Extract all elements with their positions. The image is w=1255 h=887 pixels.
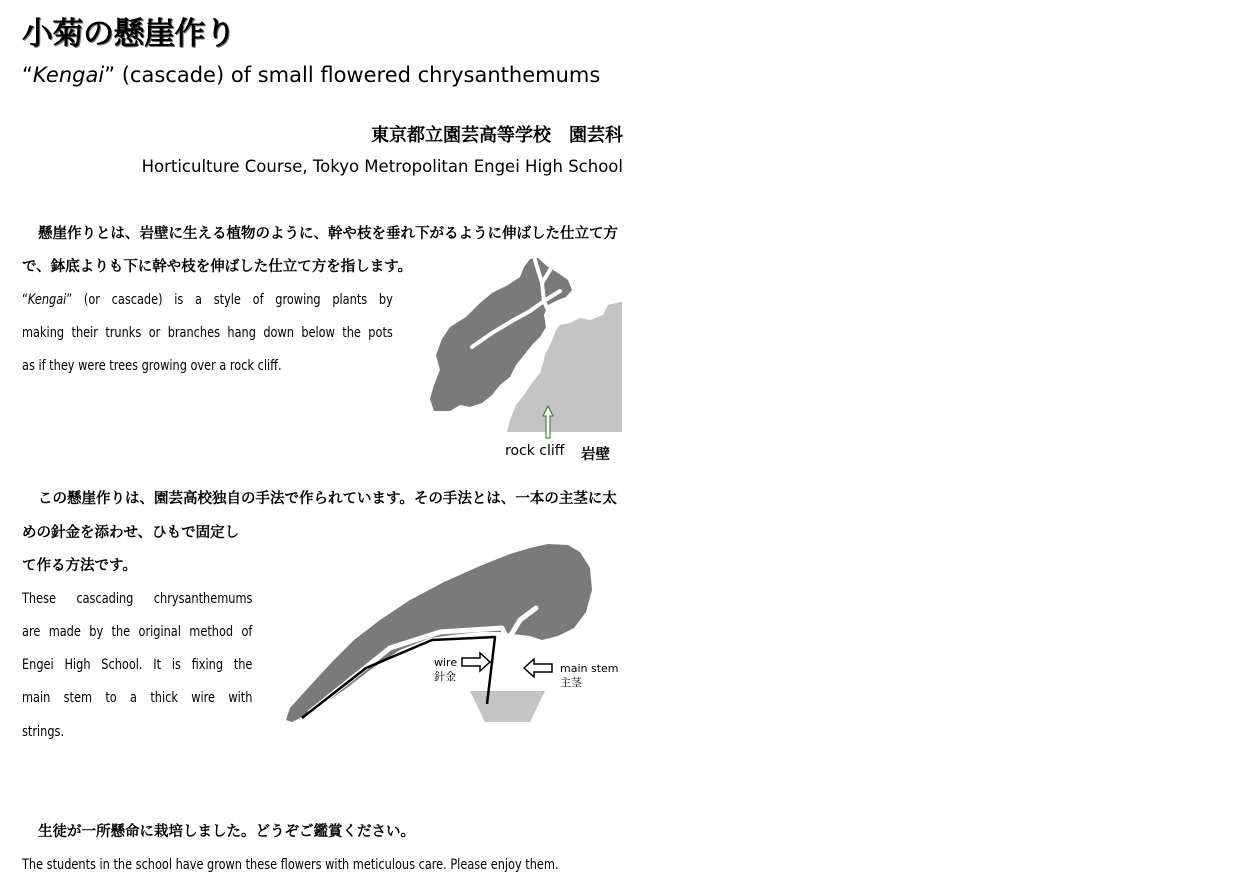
- section1-en-line1: [22, 284, 393, 317]
- page-title-jp: 小菊の懸崖作り: [22, 16, 236, 52]
- en-kengai: Kengai: [27, 292, 67, 308]
- rock-cliff-figure: [420, 255, 630, 440]
- en-line1-rest: ” (or cascade) is a style of growing plants by: [66, 292, 393, 308]
- title-rest: ” (cascade) of small flowered chrysanthemums: [104, 63, 601, 87]
- section1-jp-line1: 懸崖作りとは、岩壁に生える植物のように、幹や枝を垂れ下がるように伸ばした仕立て方: [38, 225, 618, 242]
- rock-cliff-label-en: rock cliff: [505, 443, 565, 459]
- author-jp: 東京都立園芸高等学校 園芸科: [371, 125, 623, 146]
- section2-en-line4: main stem to a thick wire with: [22, 690, 253, 706]
- main-stem-label-jp: 主茎: [560, 676, 582, 689]
- section2-en-line1: These cascading chrysanthemums: [22, 591, 253, 607]
- section2-jp-line1: この懸崖作りは、園芸高校独自の手法で作られています。その手法とは、一本の主茎に太: [38, 490, 617, 507]
- pot-shape: [470, 691, 545, 722]
- section1-en-line3: as if they were trees growing over a rock cliff.: [22, 358, 282, 374]
- section2-jp-line2: めの針金を添わせ、ひもで固定し: [22, 524, 240, 541]
- main-stem-label-en: main stem: [560, 662, 619, 675]
- section2-en-line2: are made by the original method of: [22, 624, 253, 640]
- page-title-en: [22, 63, 600, 87]
- section2-jp-line3: て作る方法です。: [22, 557, 137, 574]
- en-quote-open: “: [22, 292, 28, 308]
- main-stem-label: [560, 662, 619, 690]
- closing-en: The students in the school have grown these flowers with meticulous care. Please enjoy them.: [22, 857, 559, 873]
- title-quote-open: “: [22, 63, 33, 87]
- wire-label: [434, 656, 457, 684]
- wire-label-jp: 針金: [434, 670, 456, 683]
- rock-cliff-label-jp: 岩壁: [581, 446, 610, 463]
- stem-arrow-icon: [524, 659, 552, 677]
- closing-jp: 生徒が一所懸命に栽培しました。どうぞご鑑賞ください。: [38, 823, 415, 840]
- wire-label-en: wire: [434, 656, 458, 669]
- section1-jp-line2: で、鉢底よりも下に幹や枝を伸ばした仕立て方を指します。: [22, 258, 413, 275]
- section2-en-line5: strings.: [22, 724, 65, 740]
- author-en: Horticulture Course, Tokyo Metropolitan Engei High School: [141, 157, 623, 176]
- wire-method-figure: [280, 540, 630, 730]
- section1-en-line2: making their trunks or branches hang down below the pots: [22, 325, 393, 341]
- wire-arrow-icon: [462, 653, 490, 671]
- title-kengai: Kengai: [32, 63, 105, 87]
- section2-en-line3: Engei High School. It is fixing the: [22, 657, 253, 673]
